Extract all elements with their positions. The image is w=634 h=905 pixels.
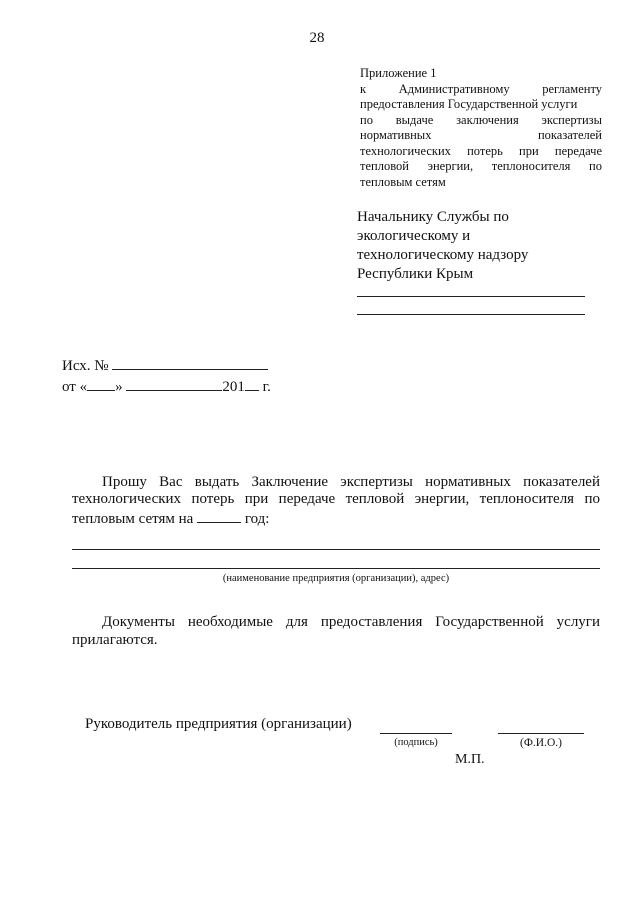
appendix-line: технологических потерь при передаче	[360, 143, 602, 158]
request-line-year	[72, 508, 600, 528]
month-blank	[126, 376, 222, 391]
addressee-line: Республики Крым	[357, 266, 474, 282]
name-caption: (Ф.И.О.)	[520, 737, 562, 749]
outgoing-number-label: Исх. №	[62, 358, 109, 374]
signature-caption: (подпись)	[394, 737, 438, 748]
addressee-blank-line	[357, 296, 585, 297]
documents-paragraph	[72, 613, 600, 649]
year-prefix: 201	[222, 379, 245, 395]
year-suffix: г.	[262, 379, 271, 395]
appendix-line: тепловым сетям	[360, 174, 446, 189]
documents-line: Документы необходимые для предоставления Государственной услуги	[102, 614, 600, 630]
appendix-line: к Административному регламенту	[360, 81, 602, 96]
addressee-line: экологическому и	[357, 228, 471, 244]
stamp-label: М.П.	[455, 752, 485, 767]
appendix-line: предоставления Государственной услуги	[360, 97, 578, 111]
outgoing-number-row	[62, 355, 271, 376]
signature-blank-line	[380, 733, 452, 734]
outgoing-date-row	[62, 376, 271, 397]
request-paragraph	[72, 474, 600, 528]
appendix-line: нормативных показателей	[360, 128, 602, 142]
request-line-text: тепловым сетям на	[72, 511, 194, 527]
page-number: 28	[309, 30, 325, 46]
outgoing-number-blank	[112, 355, 268, 370]
date-quote-close: »	[115, 379, 123, 395]
addressee-line: Начальнику Службы по	[357, 209, 509, 225]
head-label: Руководитель предприятия (организации)	[85, 716, 352, 732]
addressee-line: технологическому надзору	[357, 247, 529, 263]
request-line: Прошу Вас выдать Заключение экспертизы нормативных показателей	[102, 474, 600, 490]
outgoing-number-block	[62, 355, 271, 397]
day-blank	[87, 376, 115, 391]
documents-line: прилагаются.	[72, 632, 158, 648]
addressee-blank-line	[357, 314, 585, 315]
name-blank-line	[498, 733, 584, 734]
appendix-title: Приложение 1	[360, 66, 437, 80]
addressee-block	[357, 208, 597, 284]
date-prefix: от «	[62, 379, 88, 395]
year-blank	[245, 376, 259, 391]
appendix-line: тепловой энергии, теплоносителя по	[360, 159, 602, 173]
organization-blank-line	[72, 568, 600, 569]
appendix-line: по выдаче заключения экспертизы	[360, 112, 602, 127]
organization-blank-line	[72, 549, 600, 550]
request-line: технологических потерь при передаче тепловой энергии, теплоносителя по	[72, 491, 600, 507]
organization-caption: (наименование предприятия (организации), адрес)	[222, 573, 450, 584]
appendix-header	[360, 66, 602, 190]
request-year-label: год:	[244, 511, 270, 527]
year-field-blank	[197, 508, 241, 523]
